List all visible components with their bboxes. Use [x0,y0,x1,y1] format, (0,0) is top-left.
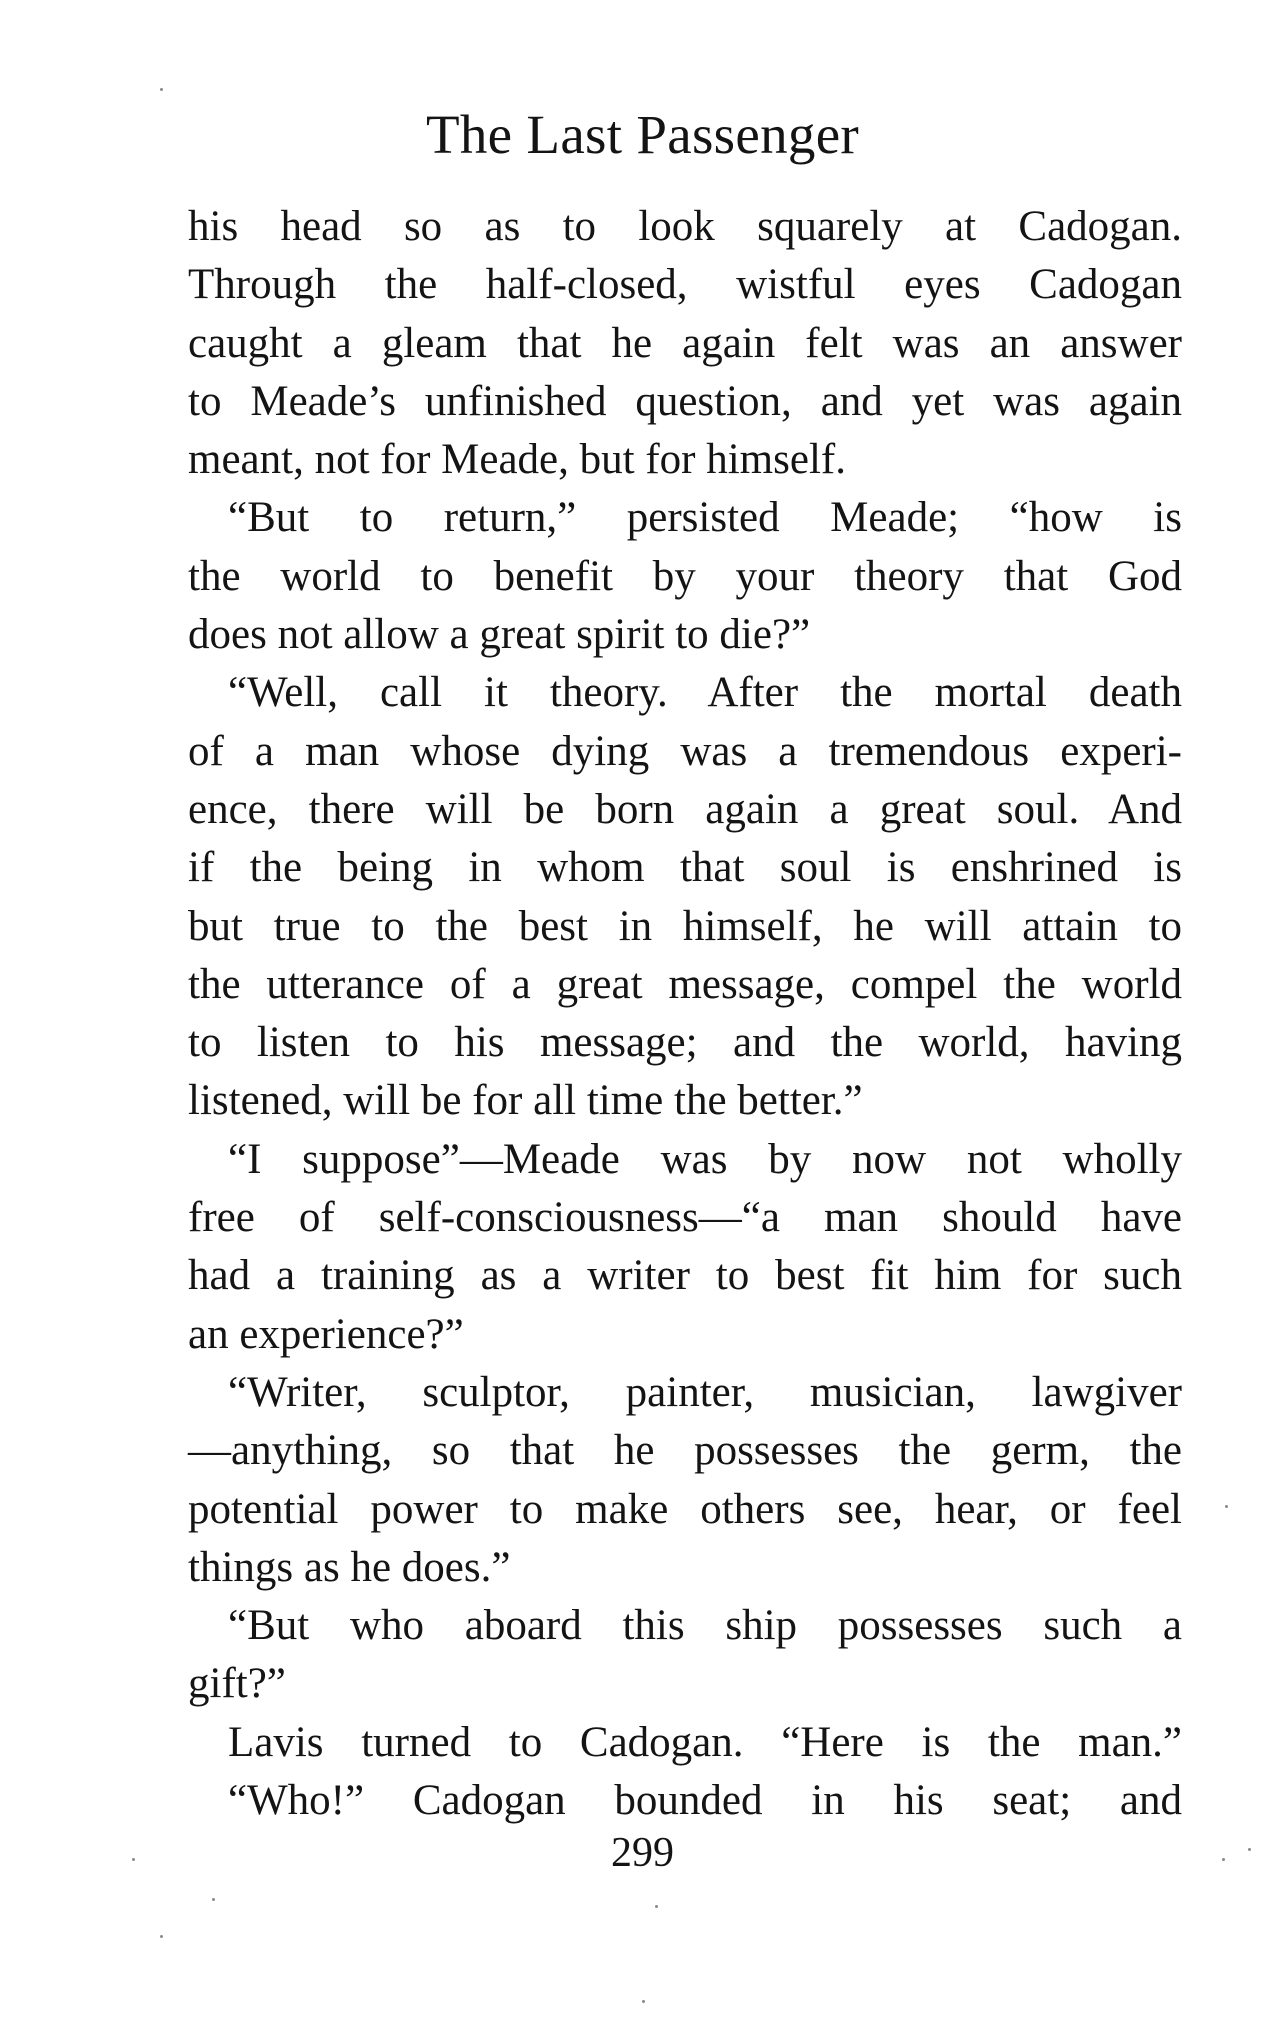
text-line: to listen to his message; and the world, having [188,1019,1182,1067]
text-line: an experience?” [188,1310,464,1358]
text-line: ence, there will be born again a great soul. And [188,785,1182,833]
scan-speck [1222,1858,1225,1861]
text-line: but true to the best in himself, he will attain to [188,902,1182,950]
text-line: gift?” [188,1660,286,1708]
scan-speck [655,1905,658,1908]
text-line: caught a gleam that he again felt was an answer [188,319,1182,367]
text-line: “But to return,” persisted Meade; “how is [228,494,1182,542]
text-line: had a training as a writer to best fit him for such [188,1252,1182,1300]
text-line: “But who aboard this ship possesses such a [228,1602,1182,1650]
scan-speck [212,1898,215,1901]
text-line: listened, will be for all time the better.” [188,1077,863,1125]
text-line: if the being in whom that soul is enshrined is [188,844,1182,892]
text-line: potential power to make others see, hear, or feel [188,1485,1182,1533]
body-text [188,198,1182,1830]
text-line: the world to benefit by your theory that God [188,552,1182,600]
text-line: of a man whose dying was a tremendous experi- [188,727,1182,775]
scan-speck [1225,1505,1228,1508]
scan-speck [642,2000,645,2003]
text-line: “Who!” Cadogan bounded in his seat; and [228,1777,1182,1825]
text-line: “I suppose”—Meade was by now not wholly [228,1135,1182,1183]
text-line: —anything, so that he possesses the germ, the [188,1427,1182,1475]
text-line: things as he does.” [188,1543,511,1591]
text-line: Through the half-closed, wistful eyes Cadogan [188,261,1182,309]
scan-speck [132,1858,135,1861]
page-number: 299 [611,1830,674,1876]
text-line: “Well, call it theory. After the mortal death [228,669,1182,717]
running-head: The Last Passenger [425,104,860,165]
scan-speck [1248,1848,1251,1851]
scan-speck [160,88,163,91]
text-line: free of self-consciousness—“a man should have [188,1194,1182,1242]
text-line: to Meade’s unfinished question, and yet was again [188,377,1182,425]
text-line: Lavis turned to Cadogan. “Here is the man.” [228,1718,1182,1766]
text-line: does not allow a great spirit to die?” [188,611,811,659]
text-line: his head so as to look squarely at Cadogan. [188,203,1182,250]
text-line: the utterance of a great message, compel the world [188,960,1182,1008]
scan-speck [160,1935,163,1938]
text-line: meant, not for Meade, but for himself. [188,436,846,484]
text-line: “Writer, sculptor, painter, musician, lawgiver [228,1368,1182,1416]
